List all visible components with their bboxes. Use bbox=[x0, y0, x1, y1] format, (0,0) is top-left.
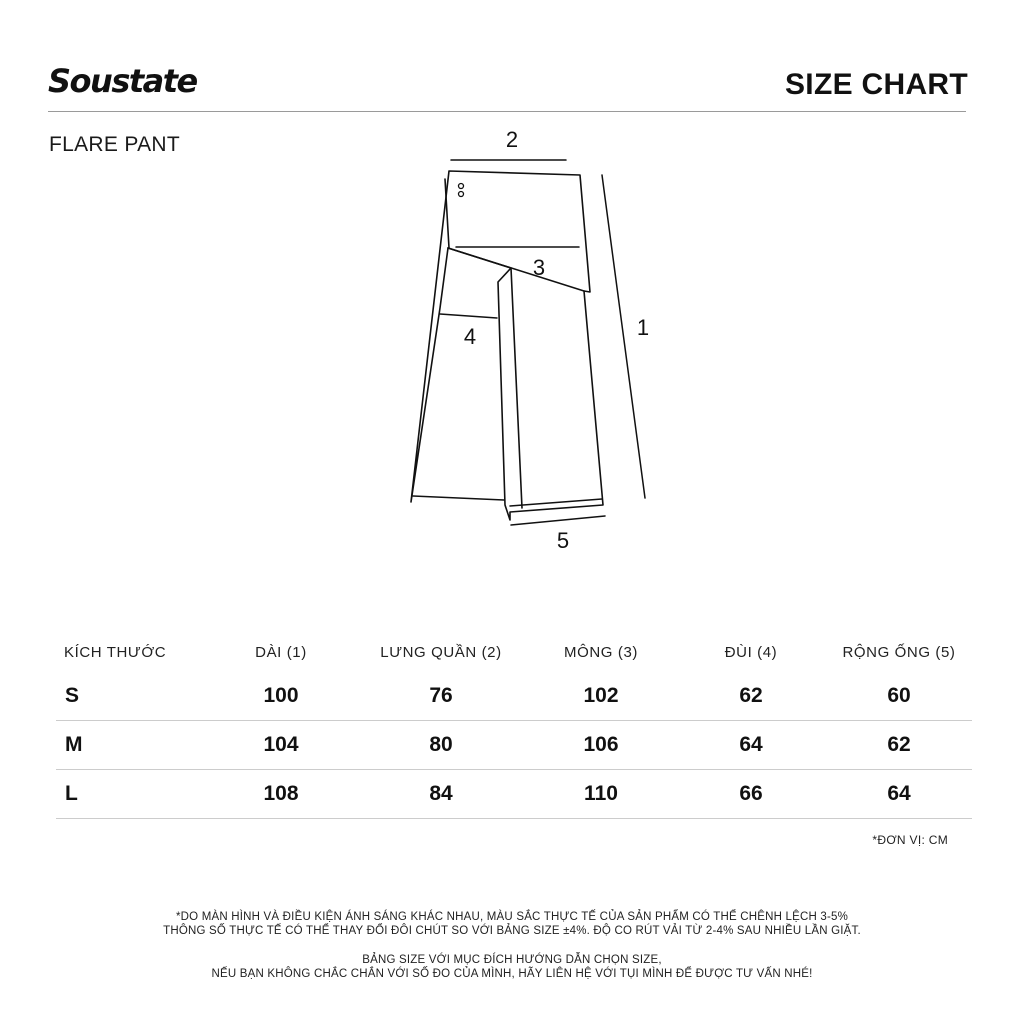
column-header: MÔNG (3) bbox=[564, 643, 638, 661]
table-cell: 102 bbox=[526, 672, 676, 721]
table-cell: 104 bbox=[206, 721, 356, 770]
column-header: RỘNG ỐNG (5) bbox=[842, 643, 956, 661]
table-row bbox=[56, 672, 972, 721]
button-icon bbox=[459, 192, 464, 197]
label-4: 4 bbox=[463, 324, 477, 349]
left-hem bbox=[413, 496, 504, 500]
table-cell: 100 bbox=[206, 672, 356, 721]
column-header: LƯNG QUẦN (2) bbox=[380, 643, 502, 661]
table-cell: 64 bbox=[676, 721, 826, 770]
table-row bbox=[56, 721, 972, 770]
label-1: 1 bbox=[636, 315, 650, 340]
front-panel bbox=[448, 248, 584, 291]
column-header: DÀI (1) bbox=[255, 643, 307, 661]
table-cell: 62 bbox=[676, 672, 826, 721]
inseam bbox=[511, 268, 522, 508]
label-5: 5 bbox=[556, 528, 570, 553]
table-cell: 84 bbox=[356, 770, 526, 819]
disclaimer-note bbox=[0, 910, 1024, 938]
table-cell: 62 bbox=[826, 721, 972, 770]
unit-note: *ĐƠN VỊ: CM bbox=[872, 833, 948, 847]
brand-logo: Soustate bbox=[48, 62, 197, 100]
disclaimer-line: THÔNG SỐ THỰC TẾ CÓ THỂ THAY ĐỔI ĐÔI CHÚT SO VỚI BẢNG SIZE ±4%. ĐỘ CO RÚT VẢI TỪ 2-4% SAU NHIỀU LẦN GIẶT. bbox=[163, 925, 861, 937]
table-cell: 80 bbox=[356, 721, 526, 770]
size-cell: M bbox=[56, 721, 206, 770]
disclaimer-line: *DO MÀN HÌNH VÀ ĐIỀU KIỆN ÁNH SÁNG KHÁC NHAU, MÀU SẮC THỰC TẾ CỦA SẢN PHẨM CÓ THỂ CHÊNH LỆCH 3-5% bbox=[175, 911, 849, 923]
page-title: SIZE CHART bbox=[785, 68, 968, 101]
guidance-line: BẢNG SIZE VỚI MỤC ĐÍCH HƯỚNG DẪN CHỌN SIZE, bbox=[362, 954, 662, 966]
column-header: ĐÙI (4) bbox=[724, 643, 778, 661]
column-header: KÍCH THƯỚC bbox=[64, 643, 167, 661]
table-cell: 76 bbox=[356, 672, 526, 721]
table-cell: 106 bbox=[526, 721, 676, 770]
size-cell: L bbox=[56, 770, 206, 819]
table-cell: 66 bbox=[676, 770, 826, 819]
guidance-line: NẾU BẠN KHÔNG CHẮC CHẮN VỚI SỐ ĐO CỦA MÌNH, HÃY LIÊN HỆ VỚI TỤI MÌNH ĐỂ ĐƯỢC TƯ VẤN NHÉ! bbox=[211, 968, 813, 980]
table-cell: 110 bbox=[526, 770, 676, 819]
guidance-note bbox=[0, 953, 1024, 981]
table-cell: 60 bbox=[826, 672, 972, 721]
table-row bbox=[56, 770, 972, 819]
product-name: FLARE PANT bbox=[49, 133, 180, 156]
table-header-row bbox=[56, 632, 972, 672]
size-cell: S bbox=[56, 672, 206, 721]
measure-line-4 bbox=[440, 314, 497, 318]
size-table bbox=[56, 632, 972, 819]
label-3: 3 bbox=[532, 255, 546, 280]
pant-outline bbox=[411, 171, 603, 520]
table-cell: 108 bbox=[206, 770, 356, 819]
right-hem bbox=[510, 499, 602, 506]
table-cell: 64 bbox=[826, 770, 972, 819]
measure-line-5 bbox=[511, 516, 605, 525]
button-icon bbox=[459, 184, 464, 189]
label-2: 2 bbox=[505, 127, 519, 152]
